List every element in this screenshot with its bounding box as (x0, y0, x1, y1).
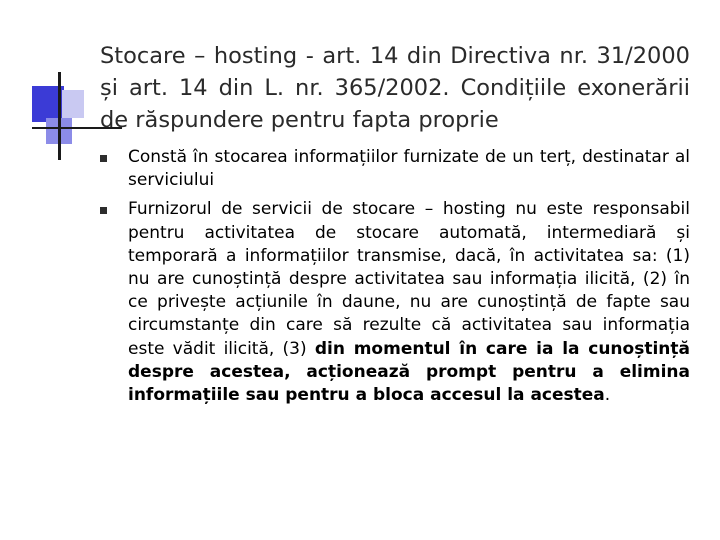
bullet-list (100, 146, 690, 413)
bullet-text: Constă în stocarea informațiilor furnizate de un terț, destinatar al serviciului (128, 147, 690, 191)
bullet-item-provider-liability (100, 198, 690, 407)
bullet-text-normal: Furnizorul de servicii de stocare – hosting nu este responsabil pentru activitatea de stocare automată, intermediară și temporară a informațiilor transmise, dacă, în activitatea sa: (1) nu are cunoștință despre activitatea sau informația ilicită, (2) în ce privește acțiunile în daune, nu are cunoștință de fapte sau circumstanțe din care să rezulte că activitatea sau informația este vădit ilicită, (3) (128, 199, 690, 359)
emblem-square-light (62, 90, 84, 118)
bullet-square-icon (100, 155, 107, 162)
bullet-text-bold: din momentul în care ia la cunoștință despre acestea, acționează prompt pentru a elimina informațiile sau pentru a bloca accesul la acestea (128, 338, 690, 406)
bullet-item-storage-definition (100, 146, 690, 192)
bullet-square-icon (100, 207, 107, 214)
bullet-text-end: . (604, 385, 611, 406)
slide-emblem (0, 0, 100, 170)
emblem-vertical-line (58, 72, 61, 160)
slide-title: Stocare – hosting - art. 14 din Directiva nr. 31/2000 și art. 14 din L. nr. 365/2002. Condițiile exonerării de răspundere pentru fapta proprie (100, 43, 690, 133)
